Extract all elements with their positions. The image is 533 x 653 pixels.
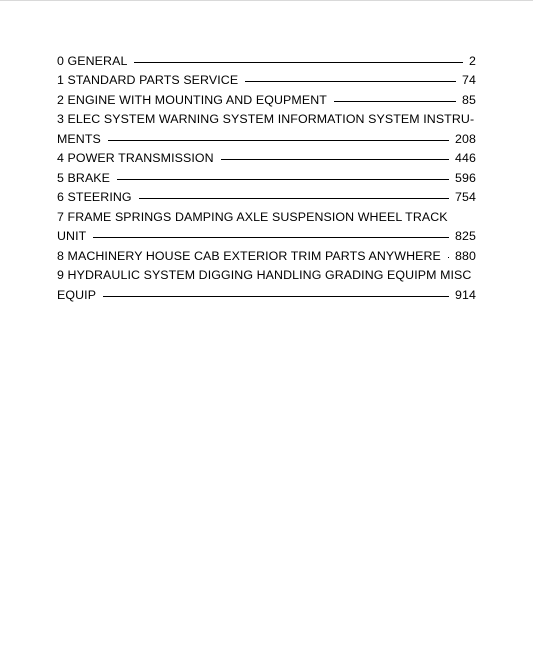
toc-entry-brake[interactable]: [57, 165, 476, 185]
toc-entry-elec-system[interactable]: [57, 107, 476, 127]
toc-entry-title: 4 POWER TRANSMISSION: [57, 151, 214, 165]
toc-entry-page: 825: [455, 229, 476, 243]
toc-entry-general[interactable]: [57, 48, 476, 68]
toc-entry-page: 85: [462, 92, 476, 107]
toc-entry-title-continuation: EQUIP: [57, 287, 97, 302]
toc-entry-steering[interactable]: [57, 185, 476, 205]
toc-entry-title: 2 ENGINE WITH MOUNTING AND EQUPMENT: [57, 92, 327, 107]
toc-entry-title: 6 STEERING: [57, 190, 132, 204]
toc-entry-machinery-house-cab[interactable]: [57, 243, 476, 263]
toc-entry-elec-system-continued[interactable]: [57, 126, 476, 146]
toc-leader-line: [117, 179, 449, 180]
toc-entry-page: 446: [455, 151, 476, 165]
toc-entry-frame-springs-continued[interactable]: [57, 224, 476, 244]
toc-entry-hydraulic-system-continued[interactable]: [57, 282, 476, 302]
toc-leader-line: [245, 81, 456, 82]
toc-entry-title: 8 MACHINERY HOUSE CAB EXTERIOR TRIM PARTS ANYWHERE: [57, 248, 441, 263]
toc-entry-hydraulic-system[interactable]: [57, 263, 476, 283]
toc-entry-frame-springs[interactable]: [57, 204, 476, 224]
toc-leader-line: [134, 62, 463, 63]
toc-leader-line: [103, 296, 449, 297]
toc-entry-title: 0 GENERAL: [57, 53, 128, 68]
toc-leader-line: [448, 257, 449, 258]
toc-entry-page: 914: [455, 287, 476, 302]
toc-leader-line: [221, 159, 449, 160]
toc-entry-title: 1 STANDARD PARTS SERVICE: [57, 73, 239, 87]
toc-leader-line: [334, 101, 456, 102]
toc-entry-page: 880: [455, 248, 476, 263]
toc-entry-standard-parts-service[interactable]: [57, 68, 476, 88]
toc-entry-page: 754: [455, 190, 476, 204]
toc-entry-power-transmission[interactable]: [57, 146, 476, 166]
toc-leader-line: [108, 140, 449, 141]
toc-entry-title: 3 ELEC SYSTEM WARNING SYSTEM INFORMATION SYSTEM INSTRU-: [57, 112, 475, 126]
toc-entry-title-continuation: MENTS: [57, 131, 101, 146]
toc-entry-page: 2: [469, 53, 476, 68]
toc-entry-page: 596: [455, 170, 476, 185]
toc-entry-title: 7 FRAME SPRINGS DAMPING AXLE SUSPENSION WHEEL TRACK: [57, 209, 448, 224]
toc-entry-title: 9 HYDRAULIC SYSTEM DIGGING HANDLING GRADING EQUIPM MISC: [57, 268, 472, 282]
page-top-border: [0, 0, 533, 1]
table-of-contents: [57, 48, 476, 302]
toc-entry-page: 208: [455, 131, 476, 146]
toc-leader-line: [93, 237, 449, 238]
toc-entry-page: 74: [462, 73, 476, 87]
toc-entry-title: 5 BRAKE: [57, 170, 111, 185]
toc-entry-engine[interactable]: [57, 87, 476, 107]
toc-entry-title-continuation: UNIT: [57, 229, 87, 243]
toc-leader-line: [139, 198, 449, 199]
